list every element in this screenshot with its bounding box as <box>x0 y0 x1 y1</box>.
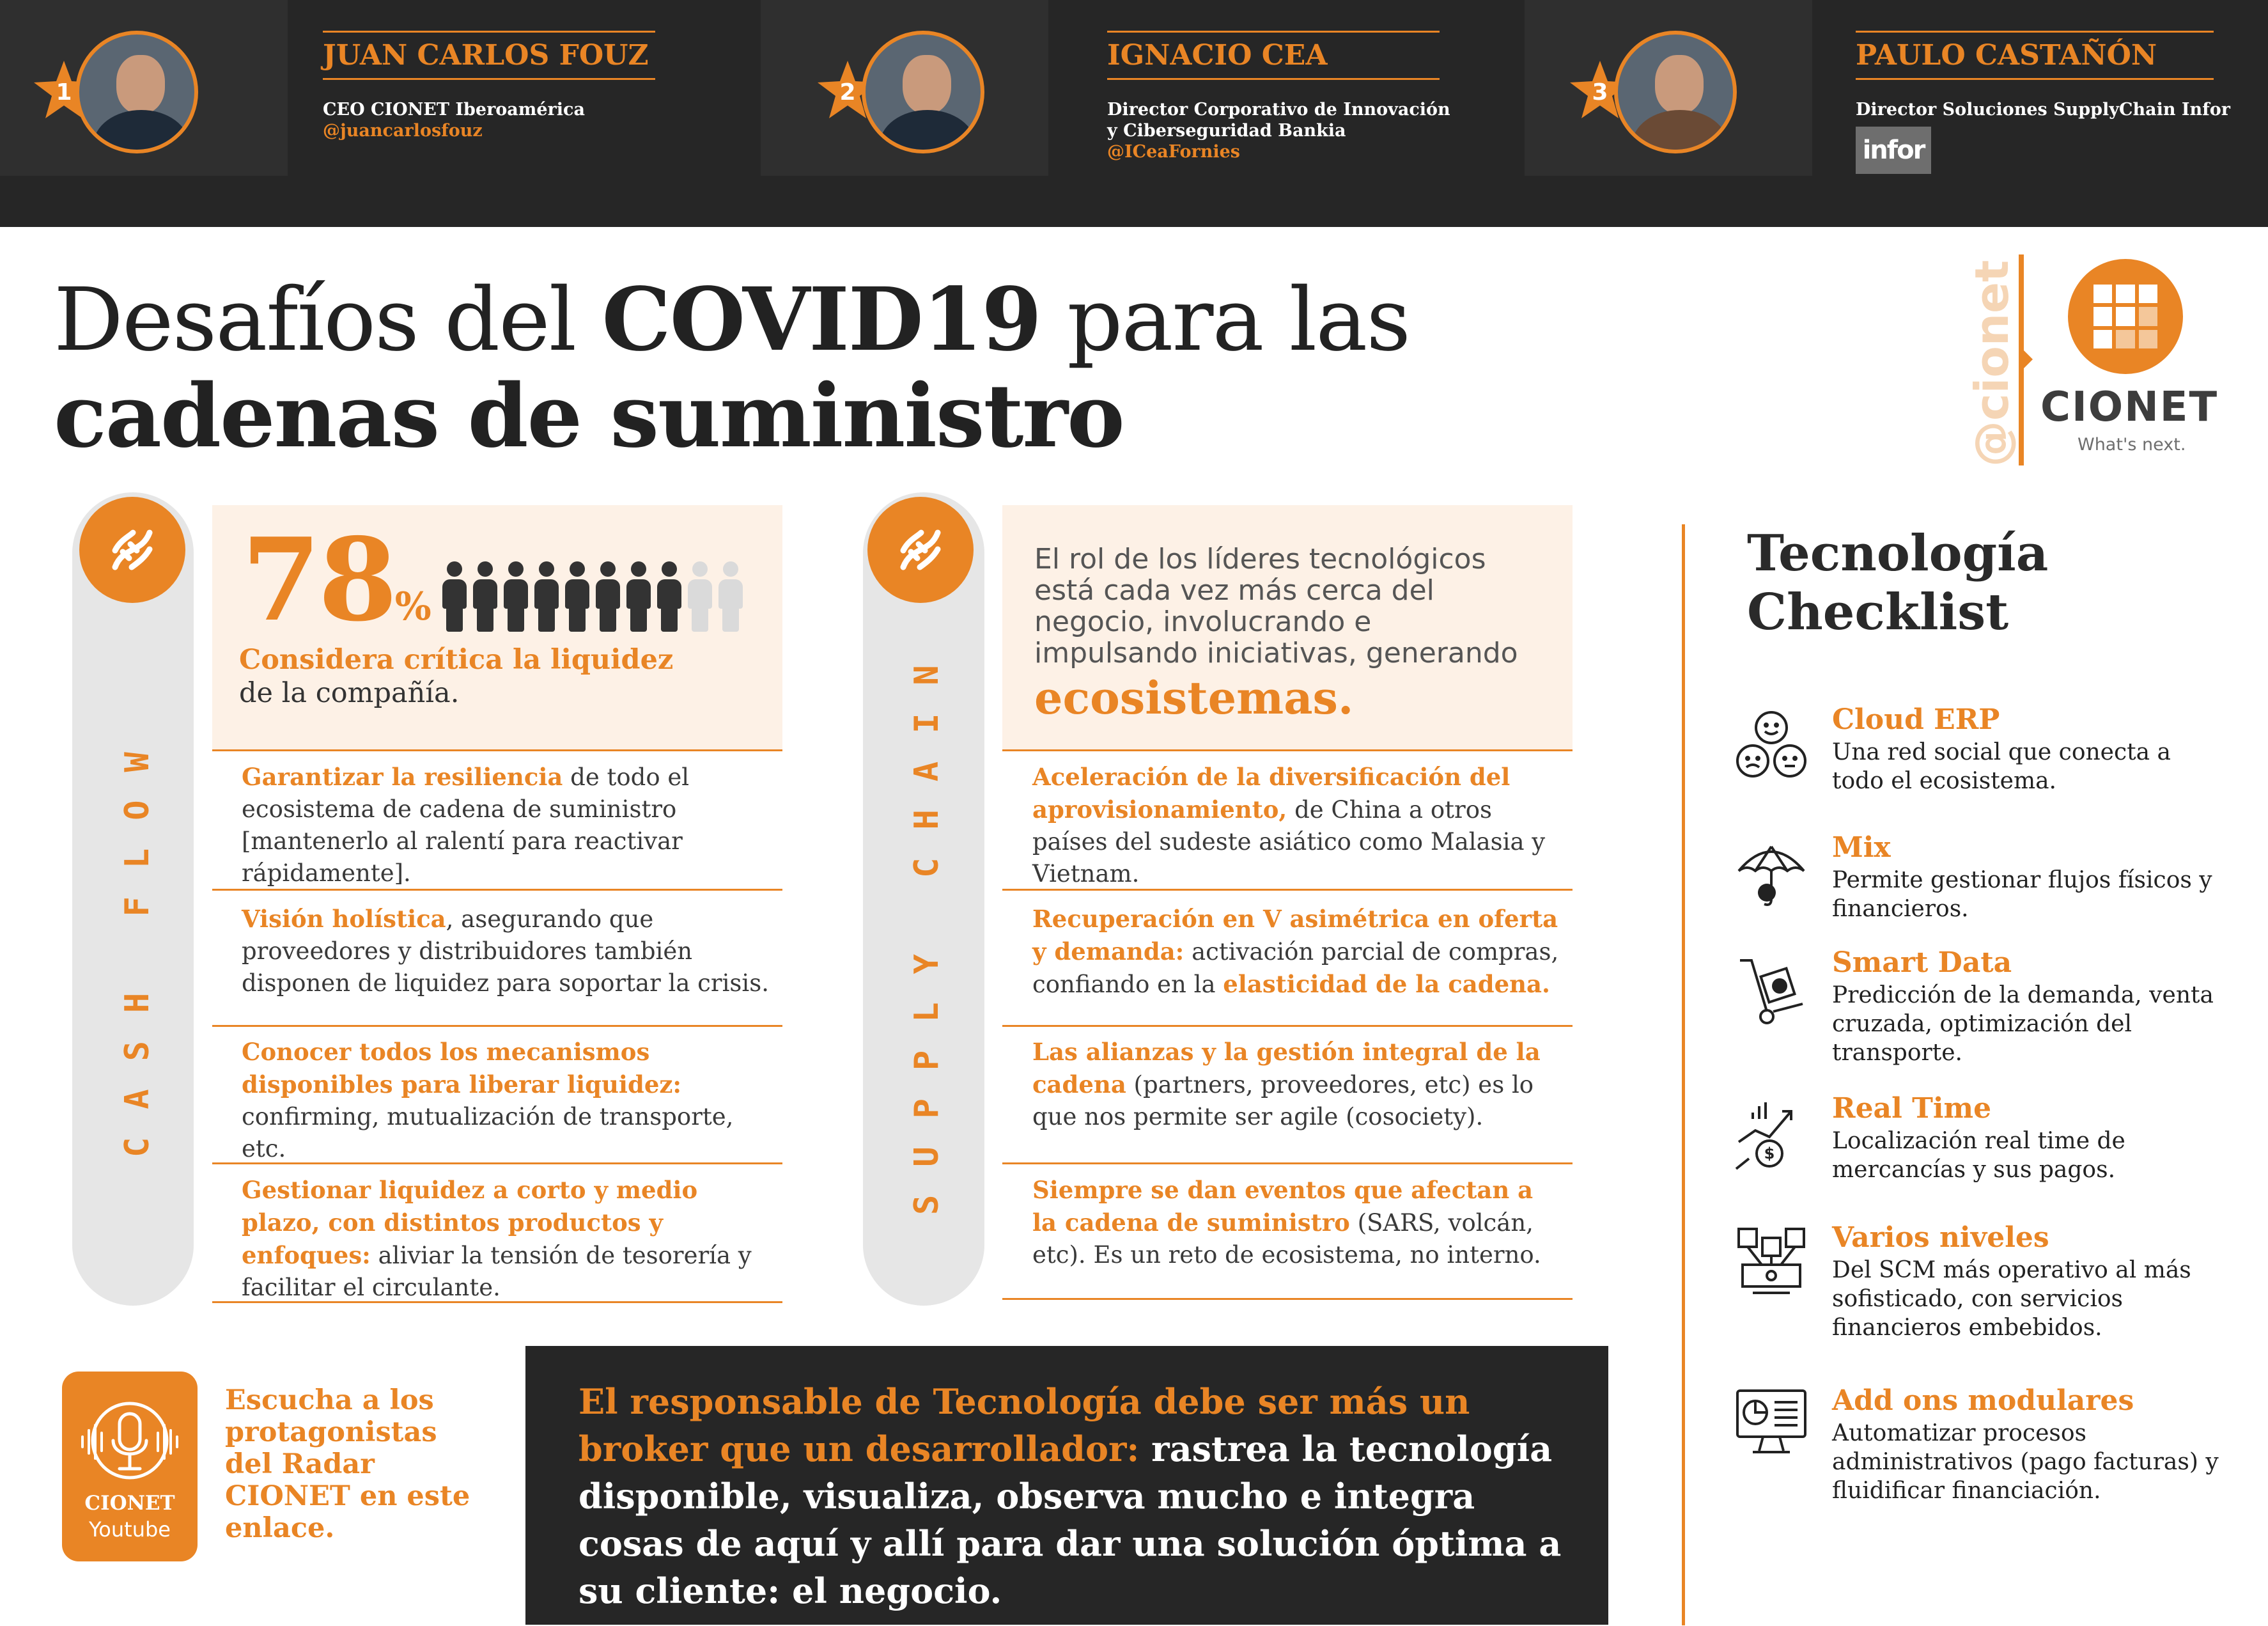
stat-value: 78% <box>242 513 431 646</box>
item-highlight: Recuperación en V asimétrica en oferta y demanda: <box>1032 905 1558 965</box>
speaker-handle-link[interactable]: @juancarlosfouz <box>323 121 483 141</box>
youtube-link-text[interactable]: Escucha a los protagonistas del Radar CIONET en este enlace. <box>225 1384 470 1544</box>
person-icon <box>533 561 560 632</box>
checklist-item-title: Smart Data <box>1832 946 2012 979</box>
cionet-vertical-handle: @cionet <box>1965 260 2019 467</box>
item-text: (SARS, volcán, etc). Es un reto de ecosistema, no interno. <box>1032 1209 1541 1269</box>
people-faces-icon <box>1734 708 1809 784</box>
checklist-item-desc: Predicción de la demanda, venta cruzada, optimización del transporte. <box>1832 982 2214 1066</box>
stat-caption: Considera crítica la liquidez de la compañía. <box>239 644 674 709</box>
umbrella-icon <box>1734 838 1809 913</box>
row-divider <box>1002 749 1573 751</box>
row-divider <box>212 749 782 751</box>
speaker-name: IGNACIO CEA <box>1107 31 1440 80</box>
item-highlight: Conocer todos los mecanismos disponibles para liberar liquidez: <box>242 1038 682 1098</box>
supply-chain-label: SUPPLY CHAIN <box>908 637 946 1215</box>
item-highlight: Gestionar liquidez a corto y medio plazo, con distintos productos y enfoques: <box>242 1176 698 1269</box>
checklist-item-title: Cloud ERP <box>1832 703 2000 736</box>
speaker-name: PAULO CASTAÑÓN <box>1856 31 2214 80</box>
speaker-info <box>1107 31 1452 162</box>
person-icon <box>564 561 591 632</box>
cash-flow-item <box>242 1174 772 1304</box>
checklist-item-desc: Una red social que conecta a todo el ecosistema. <box>1832 739 2171 794</box>
speaker-role: Director Corporativo de Innovación y Ciberseguridad Bankia <box>1107 100 1450 141</box>
supply-chain-item <box>1032 903 1563 1001</box>
logo-arrow <box>2024 350 2033 368</box>
speaker-handle-link[interactable]: @ICeaFornies <box>1107 142 1240 162</box>
supply-chain-item <box>1032 761 1563 890</box>
checklist-item-desc: Automatizar procesos administrativos (pago facturas) y fluidificar financiación. <box>1832 1420 2219 1504</box>
page-title <box>54 269 1410 467</box>
row-divider <box>212 1025 782 1027</box>
dna-icon <box>867 497 974 603</box>
item-highlight: Aceleración de la diversificación del aprovisionamiento, <box>1032 763 1511 824</box>
dna-icon <box>79 497 185 603</box>
person-icon <box>625 561 652 632</box>
checklist-item-title: Add ons modulares <box>1832 1384 2134 1417</box>
speaker-avatar <box>1614 31 1737 153</box>
people-pictogram <box>441 561 744 632</box>
title-text: Desafíos del <box>54 270 602 371</box>
cionet-logo-icon <box>2068 259 2183 374</box>
logo-divider <box>2019 254 2024 465</box>
youtube-podcast-button[interactable] <box>62 1372 198 1561</box>
quote-box <box>525 1346 1608 1625</box>
item-highlight: Siempre se dan eventos que afectan a la cadena de suministro <box>1032 1176 1534 1237</box>
checklist-item-desc: Localización real time de mercancías y sus pagos. <box>1832 1128 2125 1183</box>
person-icon <box>594 561 621 632</box>
checklist-item-desc: Permite gestionar flujos físicos y financieros. <box>1832 867 2212 922</box>
item-text: aliviar la tensión de tesorería y facilitar el circulante. <box>242 1242 752 1301</box>
person-icon <box>717 561 744 632</box>
item-text: de China a otros países del sudeste asiático como Malasia y Vietnam. <box>1032 796 1546 887</box>
speaker-role: CEO CIONET Iberoamérica <box>323 100 585 120</box>
item-text: , asegurando que proveedores y distribuidores también disponen de liquidez para soportar la crisis. <box>242 905 769 997</box>
checklist-divider <box>1682 524 1685 1625</box>
speaker-avatar <box>75 31 198 153</box>
person-icon <box>441 561 468 632</box>
title-text: para las <box>1041 270 1410 371</box>
item-text: activación parcial de compras, confiando en la <box>1032 938 1559 998</box>
speakers-header <box>0 0 2268 227</box>
supply-chain-item <box>1032 1174 1563 1271</box>
speaker-name: JUAN CARLOS FOUZ <box>323 31 655 80</box>
dashboard-monitor-icon <box>1734 1384 1809 1460</box>
cash-flow-item <box>242 1036 772 1165</box>
supply-chain-intro: El rol de los líderes tecnológicos está cada vez más cerca del negocio, involucrando e impulsando iniciativas, generando ecosistemas. <box>1034 543 1518 724</box>
svg-text:$: $ <box>1764 1145 1775 1162</box>
title-line-2: cadenas de suministro <box>54 365 1124 467</box>
checklist-title: Tecnología Checklist <box>1747 524 2049 641</box>
speaker-rank: 3 <box>1592 79 1608 106</box>
checklist-item-title: Mix <box>1832 831 1891 864</box>
cionet-wordmark: CIONET <box>2040 384 2219 431</box>
item-highlight: Garantizar la resiliencia <box>242 763 563 791</box>
item-highlight: Visión holística <box>242 905 446 933</box>
speaker-info <box>323 31 706 141</box>
row-divider <box>1002 1162 1573 1164</box>
person-icon <box>502 561 529 632</box>
item-text: (partners, proveedores, etc) es lo que nos permite ser agile (cosociety). <box>1032 1071 1534 1130</box>
row-divider <box>1002 1025 1573 1027</box>
item-text: de todo el ecosistema de cadena de suministro [mantenerlo al ralentí para reactivar rápidamente]. <box>242 763 690 887</box>
item-text: confirming, mutualización de transporte, etc. <box>242 1103 734 1162</box>
cash-flow-item <box>242 761 772 889</box>
cash-flow-label: CASH FLOW <box>118 724 157 1157</box>
person-icon <box>656 561 683 632</box>
youtube-icon-title: CIONET <box>84 1492 175 1515</box>
quote-text: El responsable de Tecnología debe ser más un broker que un desarrollador: rastrea la tecnología disponible, visualiza, observa mucho e integra cosas de aquí y allí para dar una solución óptima a su cliente: el negocio. <box>579 1381 1562 1611</box>
supply-chain-item <box>1032 1036 1563 1133</box>
checklist-item-title: Varios niveles <box>1832 1221 2049 1254</box>
hand-truck-icon <box>1734 953 1809 1028</box>
money-growth-icon <box>1734 1097 1809 1173</box>
speaker-rank: 1 <box>56 79 72 106</box>
speaker-info <box>1856 31 2239 120</box>
cionet-tagline: What's next. <box>2078 435 2186 455</box>
row-divider <box>1002 1298 1573 1300</box>
youtube-icon-sub: Youtube <box>89 1517 171 1542</box>
infor-logo: infor <box>1856 127 1931 174</box>
cash-flow-item <box>242 903 772 999</box>
speaker-rank: 2 <box>839 79 856 106</box>
checklist-item-desc: Del SCM más operativo al más sofisticado, con servicios financieros embebidos. <box>1832 1257 2191 1341</box>
speaker-avatar <box>862 31 984 153</box>
person-icon <box>687 561 713 632</box>
person-icon <box>472 561 499 632</box>
item-highlight: elasticidad de la cadena. <box>1223 970 1550 998</box>
title-bold: COVID19 <box>602 269 1041 371</box>
item-highlight: Las alianzas y la gestión integral de la cadena <box>1032 1038 1541 1098</box>
network-monitor-icon <box>1734 1223 1809 1298</box>
speaker-role: Director Soluciones SupplyChain Infor <box>1856 100 2230 120</box>
checklist-item-title: Real Time <box>1832 1092 1992 1125</box>
